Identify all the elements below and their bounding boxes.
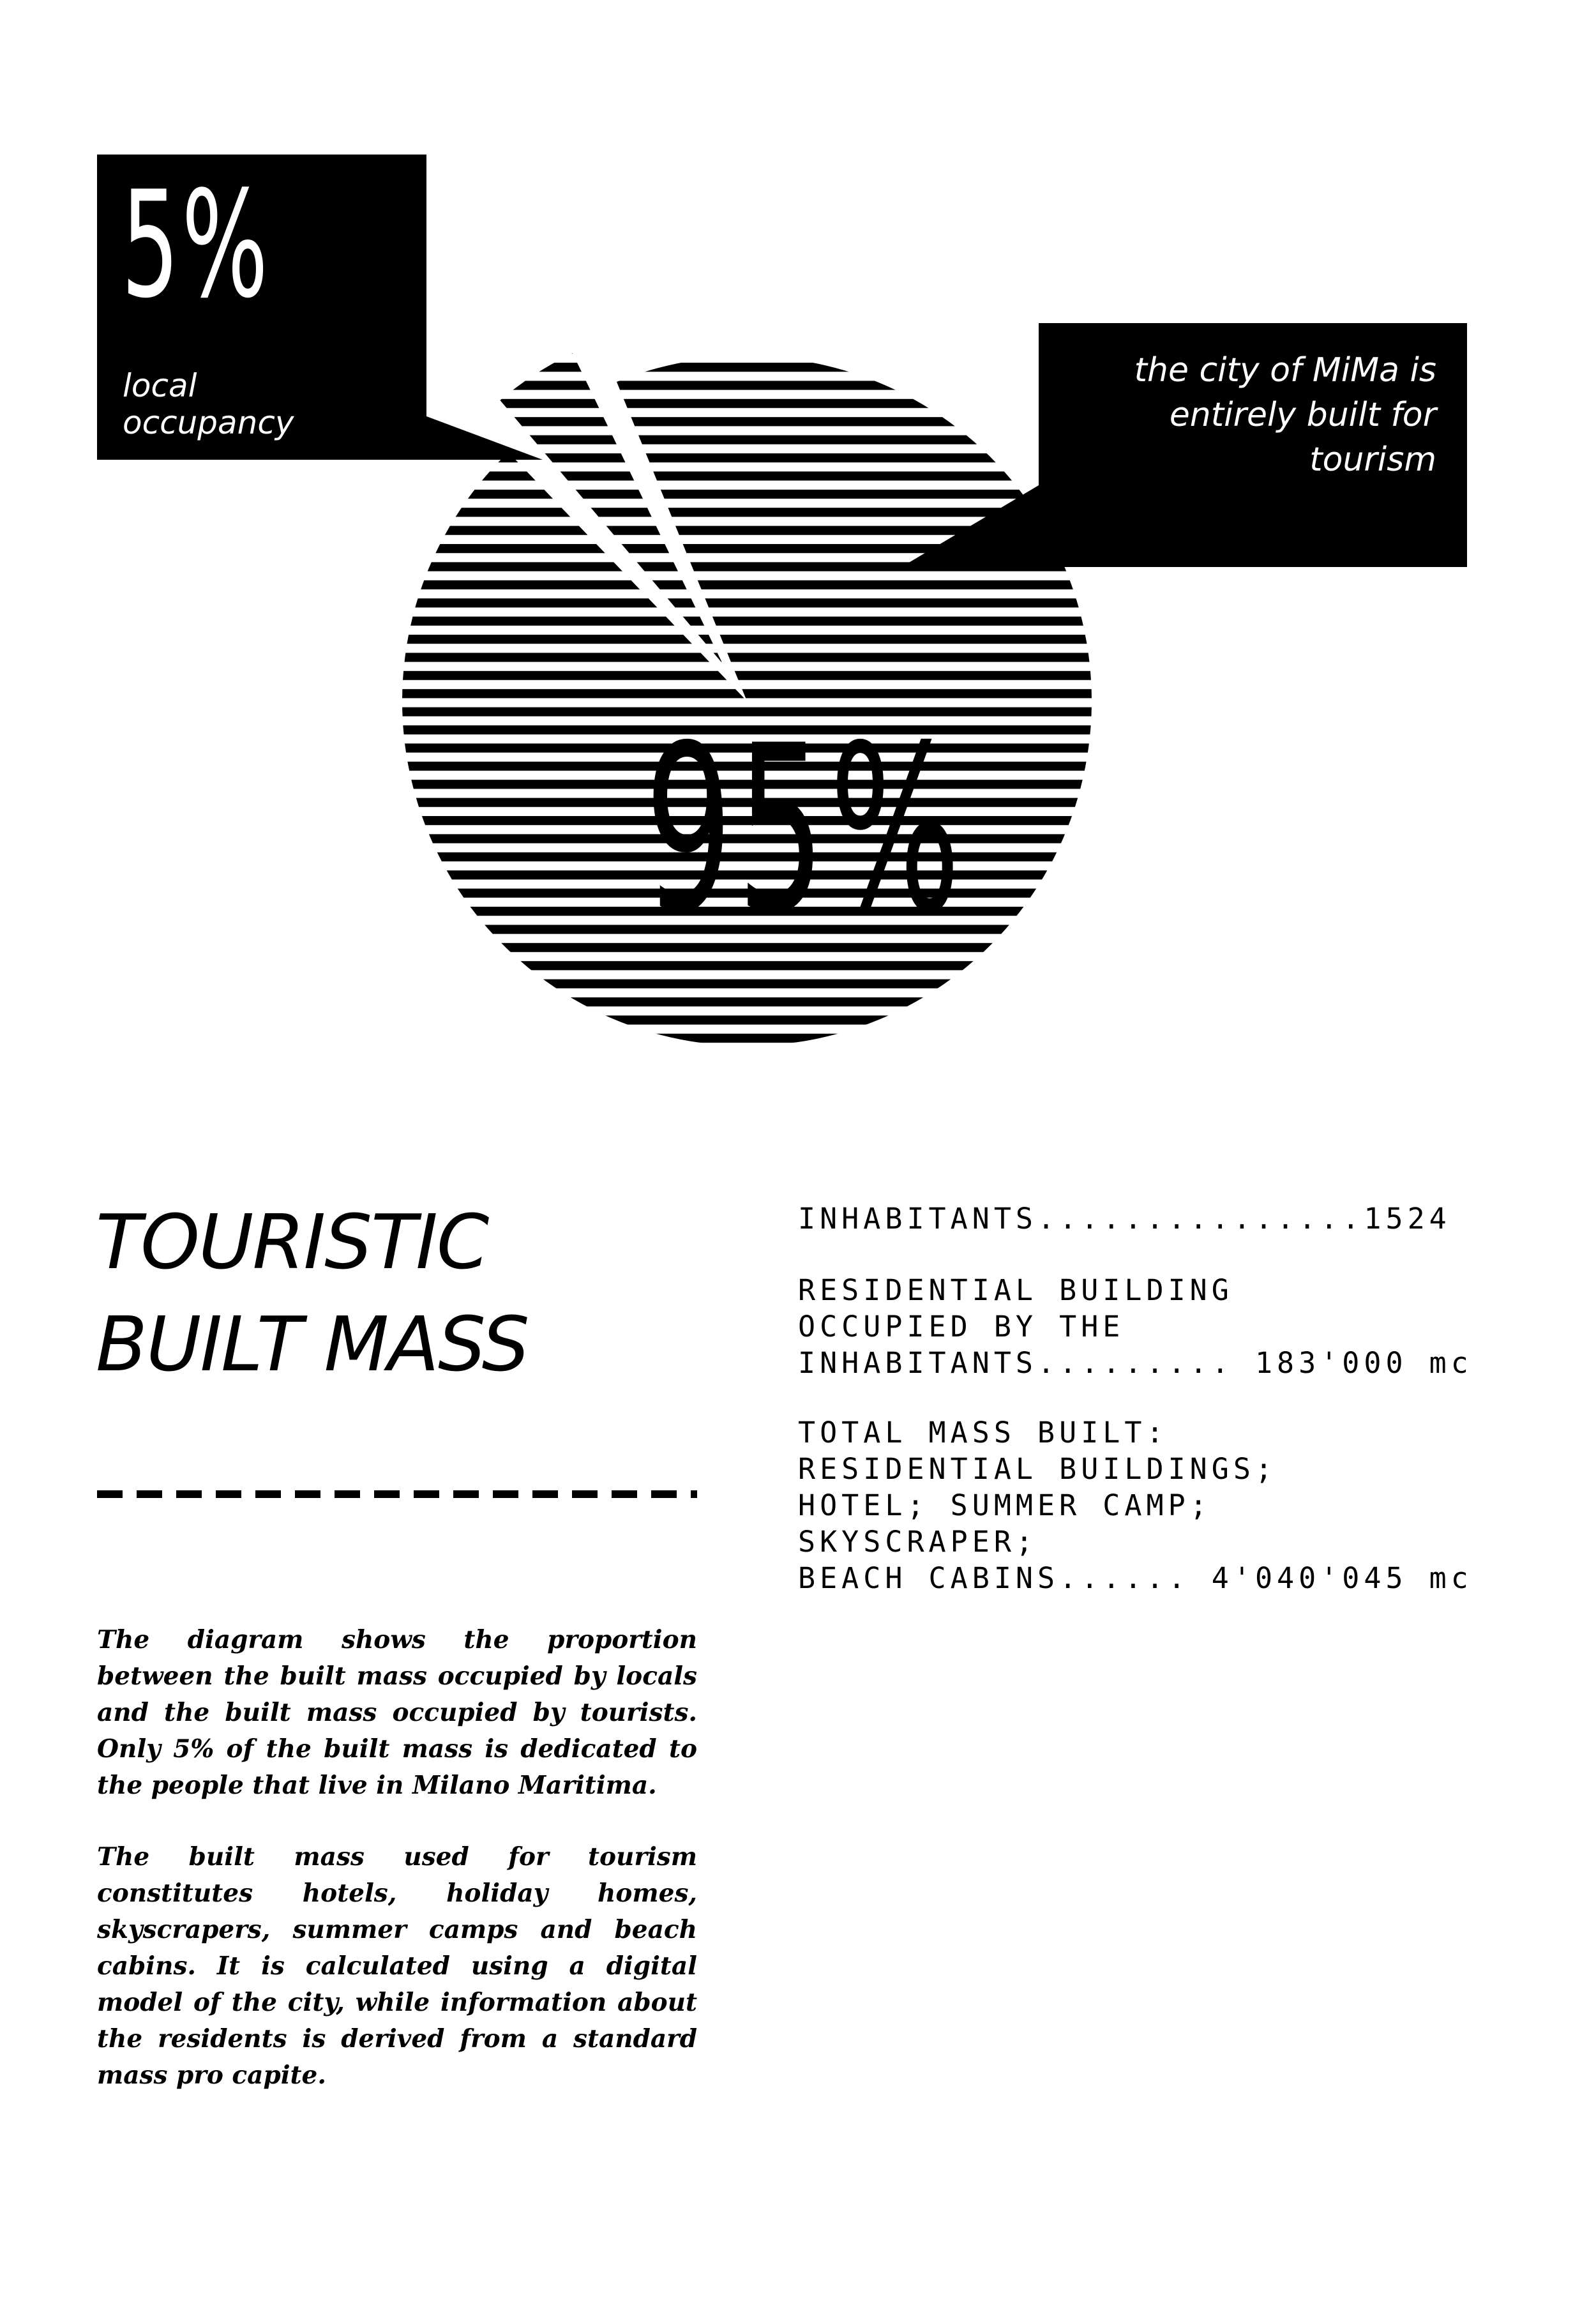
local-occupancy-label: local occupancy: [123, 367, 294, 441]
stat-inhabitants: INHABITANTS...............1524: [798, 1202, 1451, 1236]
description-paragraph-2: The built mass used for tourism constitutes hotels, holiday homes, skyscrapers, summer camps and beach cabins. It is calculated using a digital model of the city, while information about the residents is derived from a standard mass pro capite.: [97, 1842, 697, 2090]
tourism-callout-label: the city of MiMa is entirely built for tourism: [1134, 351, 1436, 479]
tourism-percent-label: 95%: [645, 696, 965, 964]
page-title: [96, 1191, 734, 1395]
local-percent-label: 5%: [121, 160, 271, 331]
description-paragraph-1: The diagram shows the proportion between the built mass occupied by locals and the built mass occupied by tourists. Only 5% of the built mass is dedicated to the people that live in Milano Maritima.: [97, 1625, 697, 1800]
title-line-2: BUILT MASS: [96, 1300, 529, 1388]
stat-residential-building: RESIDENTIAL BUILDING OCCUPIED BY THE INHABITANTS......... 183'000 mc: [798, 1273, 1473, 1380]
title-line-1: TOURISTIC: [96, 1198, 488, 1286]
dashed-divider: [97, 1490, 697, 1498]
stat-total-mass: TOTAL MASS BUILT: RESIDENTIAL BUILDINGS; HOTEL; SUMMER CAMP; SKYSCRAPER; BEACH CABINS...... 4'040'045 mc: [798, 1416, 1473, 1595]
